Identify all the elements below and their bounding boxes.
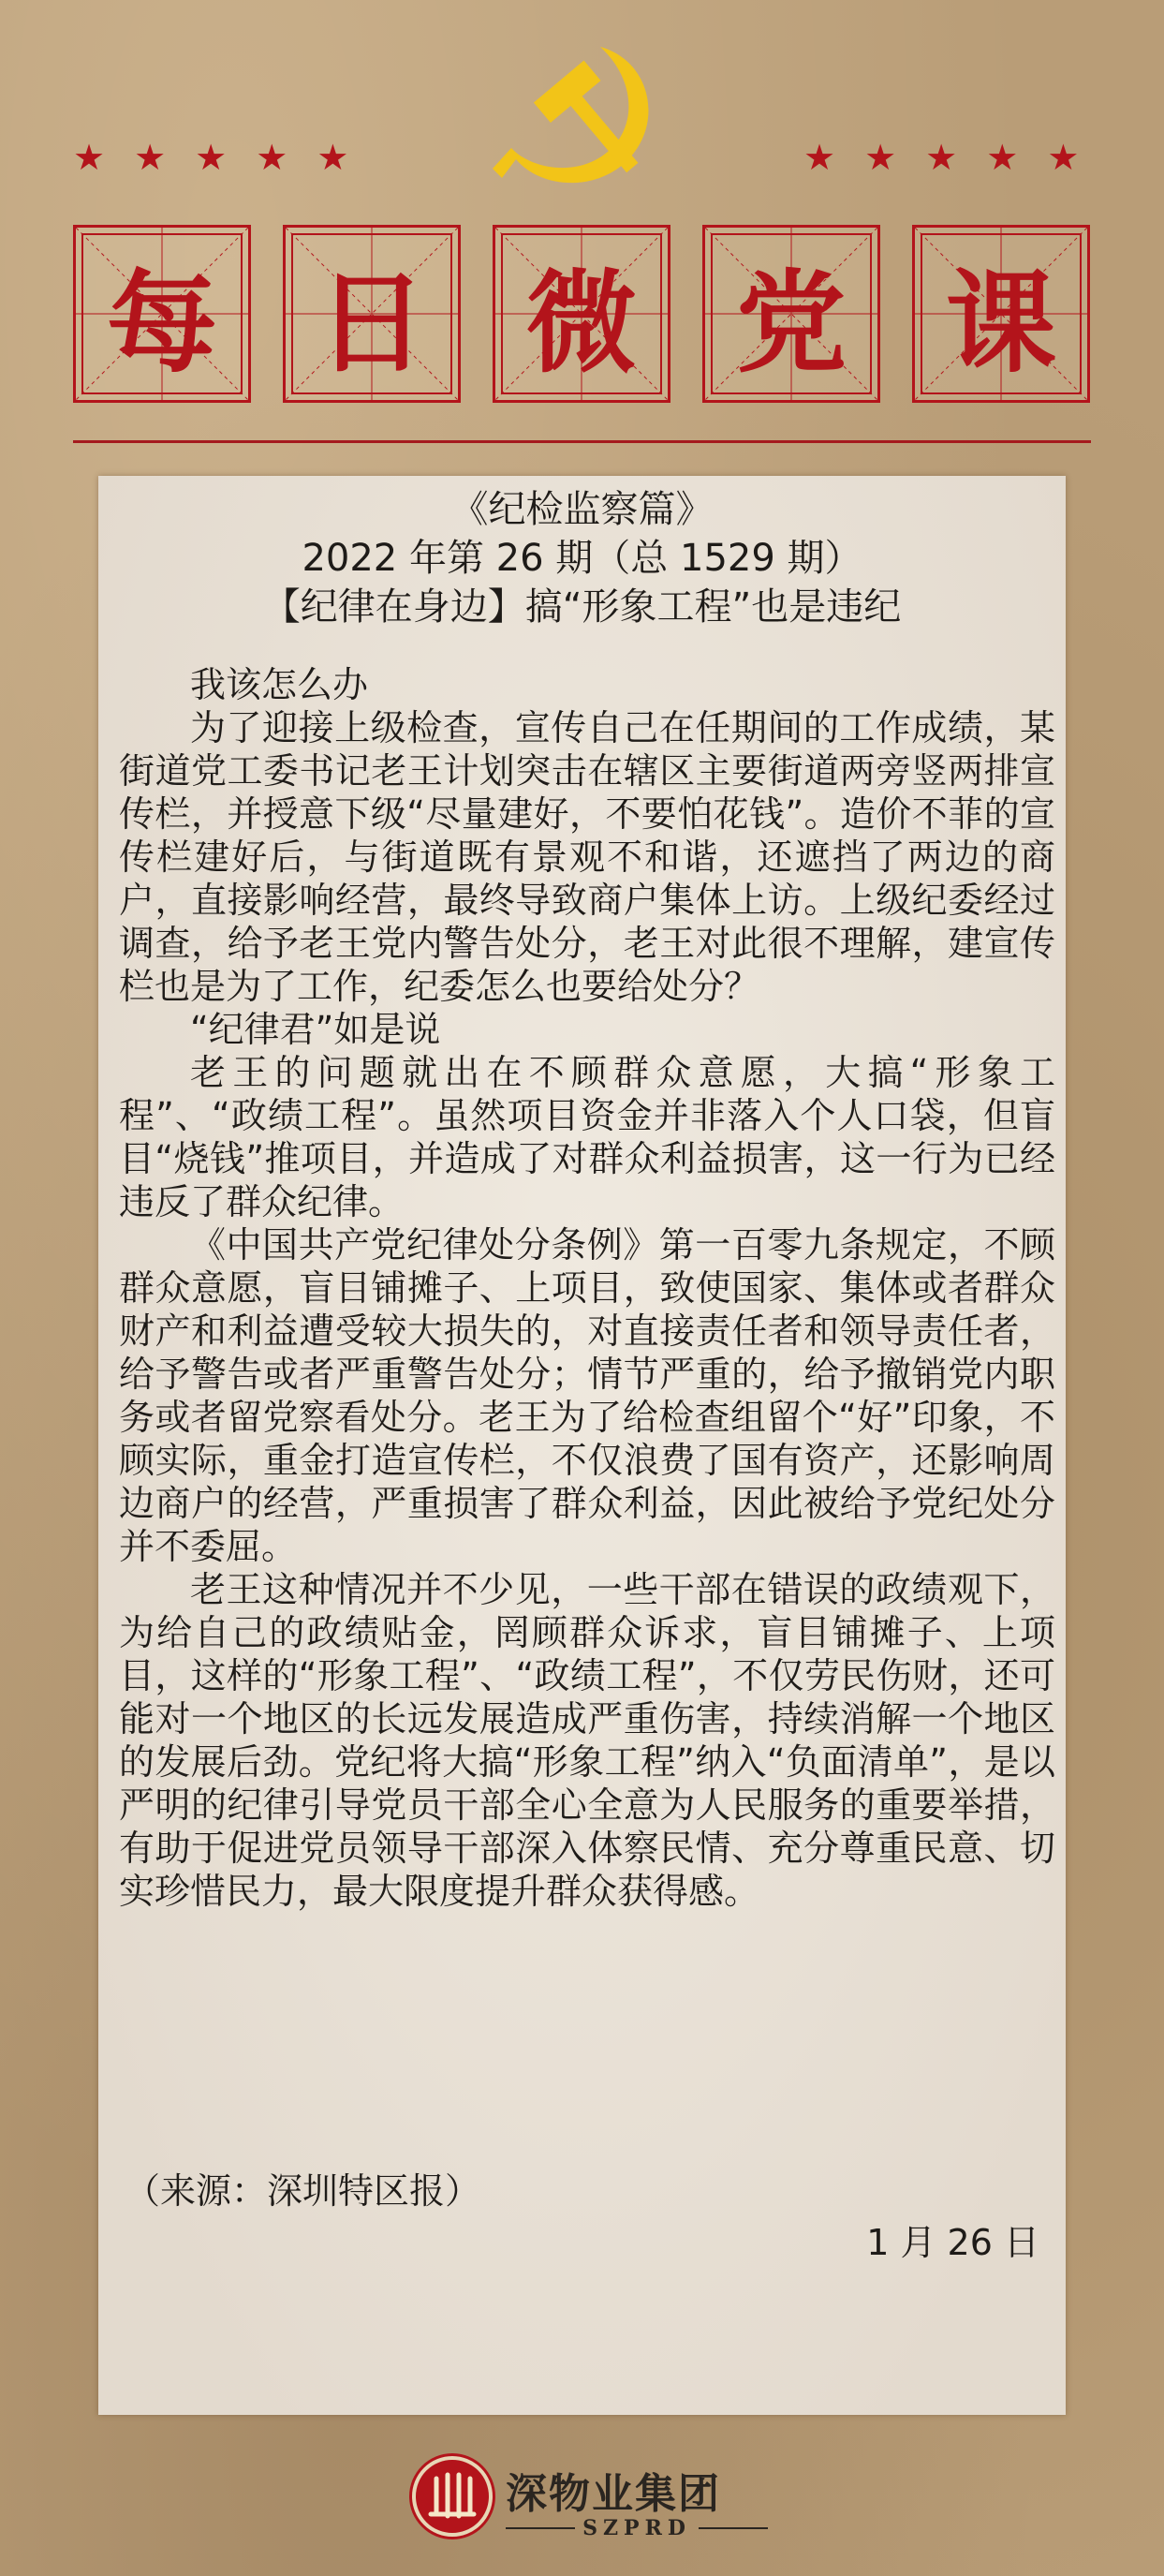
star-icon: ★ xyxy=(925,137,958,178)
title-char: 日 xyxy=(316,258,427,388)
star-icon: ★ xyxy=(134,137,167,178)
star-icon: ★ xyxy=(256,137,288,178)
title-char: 党 xyxy=(735,258,847,388)
section-heading: 我该怎么办 xyxy=(190,664,369,705)
org-name: 深物业集团 xyxy=(506,2470,721,2518)
stars-left xyxy=(73,139,348,176)
footer-logo xyxy=(412,2454,768,2548)
title-char-box xyxy=(912,225,1090,403)
article-source: （来源：深圳特区报） xyxy=(125,2170,481,2212)
article-header xyxy=(98,485,1066,631)
article-category: 《纪检监察篇》 xyxy=(450,488,714,531)
star-icon: ★ xyxy=(864,137,897,178)
hammer-sickle-icon xyxy=(488,37,675,201)
article-paper xyxy=(98,476,1066,2415)
star-icon: ★ xyxy=(73,137,106,178)
header-divider xyxy=(73,440,1091,443)
star-icon: ★ xyxy=(317,137,349,178)
article-body xyxy=(119,663,1055,1913)
stars-right xyxy=(803,139,1079,176)
article-headline: 【纪律在身边】搞“形象工程”也是违纪 xyxy=(262,585,902,629)
title-char: 微 xyxy=(525,258,637,388)
org-abbr: SZPRD xyxy=(582,2516,691,2540)
title-char-box xyxy=(283,225,461,403)
article-paragraph: 老王这种情况并不少见，一些干部在错误的政绩观下，为给自己的政绩贴金，罔顾群众诉求，盲目铺摊子、上项目，这样的“形象工程”、“政绩工程”，不仅劳民伤财，还可能对一个地区的长远发展造成严重伤害，持续消解一个地区的发展后劲。党纪将大搞“形象工程”纳入“负面清单”，是以严明的纪律引导党员干部全心全意为人民服务的重要举措，有助于促进党员领导干部深入体察民情、充分尊重民意、切实珍惜民力，最大限度提升群众获得感。 xyxy=(119,1569,1055,1912)
title-char-box xyxy=(702,225,880,403)
article-paragraph: 《中国共产党纪律处分条例》第一百零九条规定，不顾群众意愿，盲目铺摊子、上项目，致使国家、集体或者群众财产和利益遭受较大损失的，对直接责任者和领导责任者，给予警告或者严重警告处分；情节严重的，给予撤销党内职务或者留党察看处分。老王为了给检查组留个“好”印象，不顾实际，重金打造宣传栏，不仅浪费了国有资产，还影响周边商户的经营，严重损害了群众利益，因此被给予党纪处分并不委屈。 xyxy=(119,1224,1055,1567)
star-icon: ★ xyxy=(195,137,228,178)
article-paragraph: 老王的问题就出在不顾群众意愿，大搞“形象工程”、“政绩工程”。虽然项目资金并非落入个人口袋，但盲目“烧钱”推项目，并造成了对群众利益损害，这一行为已经违反了群众纪律。 xyxy=(119,1052,1055,1222)
article-date: 1 月 26 日 xyxy=(866,2222,1039,2263)
org-abbr-line xyxy=(506,2516,768,2540)
header xyxy=(0,0,1164,450)
title-char: 课 xyxy=(945,258,1056,388)
szprd-logo-icon xyxy=(412,2456,493,2537)
star-icon: ★ xyxy=(986,137,1019,178)
article-issue: 2022 年第 26 期（总 1529 期） xyxy=(302,537,862,580)
title-char-box xyxy=(493,225,670,403)
article-paragraph: 为了迎接上级检查，宣传自己在任期间的工作成绩，某街道党工委书记老王计划突击在辖区主要街道两旁竖两排宣传栏，并授意下级“尽量建好，不要怕花钱”。造价不菲的宣传栏建好后，与街道既有景观不和谐，还遮挡了两边的商户，直接影响经营，最终导致商户集体上访。上级纪委经过调查，给予老王党内警告处分，老王对此很不理解，建宣传栏也是为了工作，纪委怎么也要给处分？ xyxy=(119,707,1055,1007)
star-icon: ★ xyxy=(803,137,836,178)
section-heading: “纪律君”如是说 xyxy=(190,1009,441,1050)
title-char-box xyxy=(73,225,251,403)
title-char: 每 xyxy=(106,258,217,388)
title-banner xyxy=(73,225,1094,403)
star-icon: ★ xyxy=(1047,137,1080,178)
